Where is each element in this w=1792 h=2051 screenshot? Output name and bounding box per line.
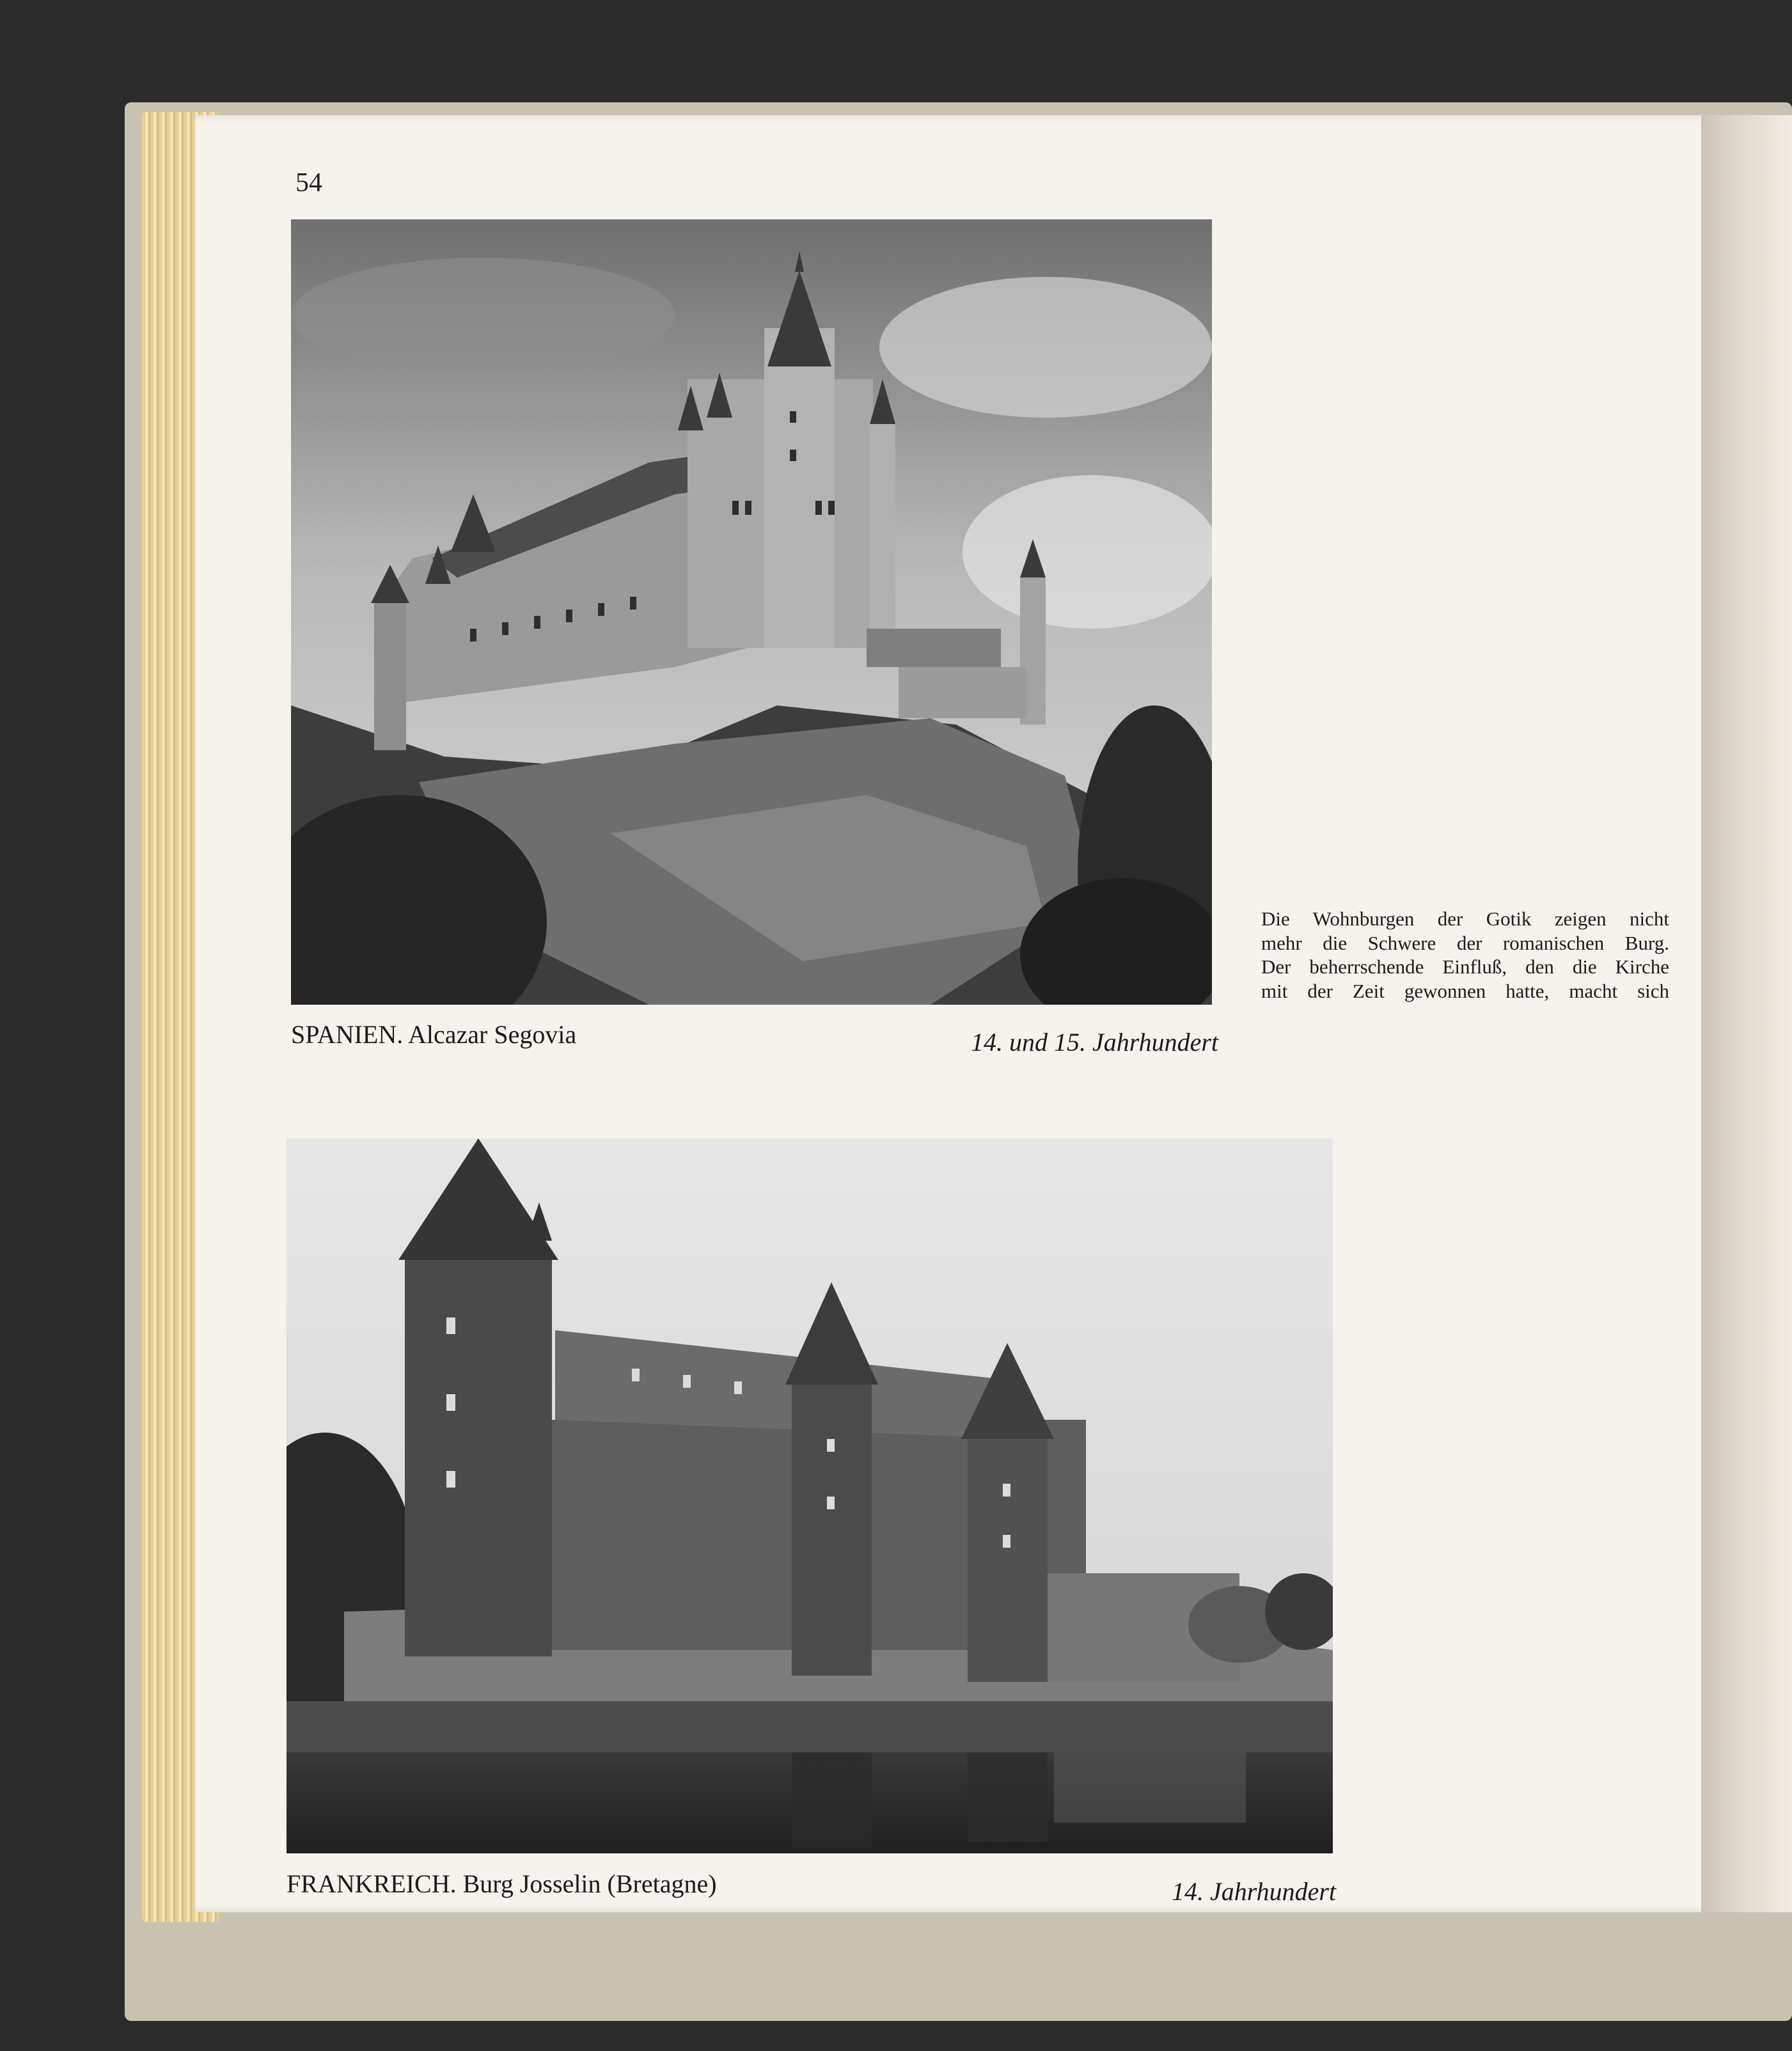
book-gutter bbox=[1701, 115, 1792, 1912]
body-text-line: mit der Zeit gewonnen hatte, macht sich bbox=[1261, 979, 1669, 1002]
burg-josselin-photo bbox=[287, 1138, 1333, 1853]
alcazar-segovia-photo bbox=[291, 219, 1212, 1005]
body-text-line: Die Wohnburgen der Gotik zeigen nicht bbox=[1261, 908, 1669, 930]
body-text bbox=[1261, 907, 1669, 1003]
body-text-line: Der beherrschende Einfluß, den die Kirche bbox=[1261, 955, 1669, 978]
figure-caption-alcazar: SPANIEN. Alcazar Segovia bbox=[291, 1020, 577, 1049]
page-number: 54 bbox=[295, 168, 322, 198]
body-text-line: mehr die Schwere der romanischen Burg. bbox=[1261, 931, 1669, 954]
figure-date-alcazar: 14. und 15. Jahrhundert bbox=[971, 1028, 1219, 1057]
figure-caption-josselin: FRANKREICH. Burg Josselin (Bretagne) bbox=[287, 1869, 717, 1898]
figure-date-josselin: 14. Jahrhundert bbox=[1172, 1877, 1337, 1906]
